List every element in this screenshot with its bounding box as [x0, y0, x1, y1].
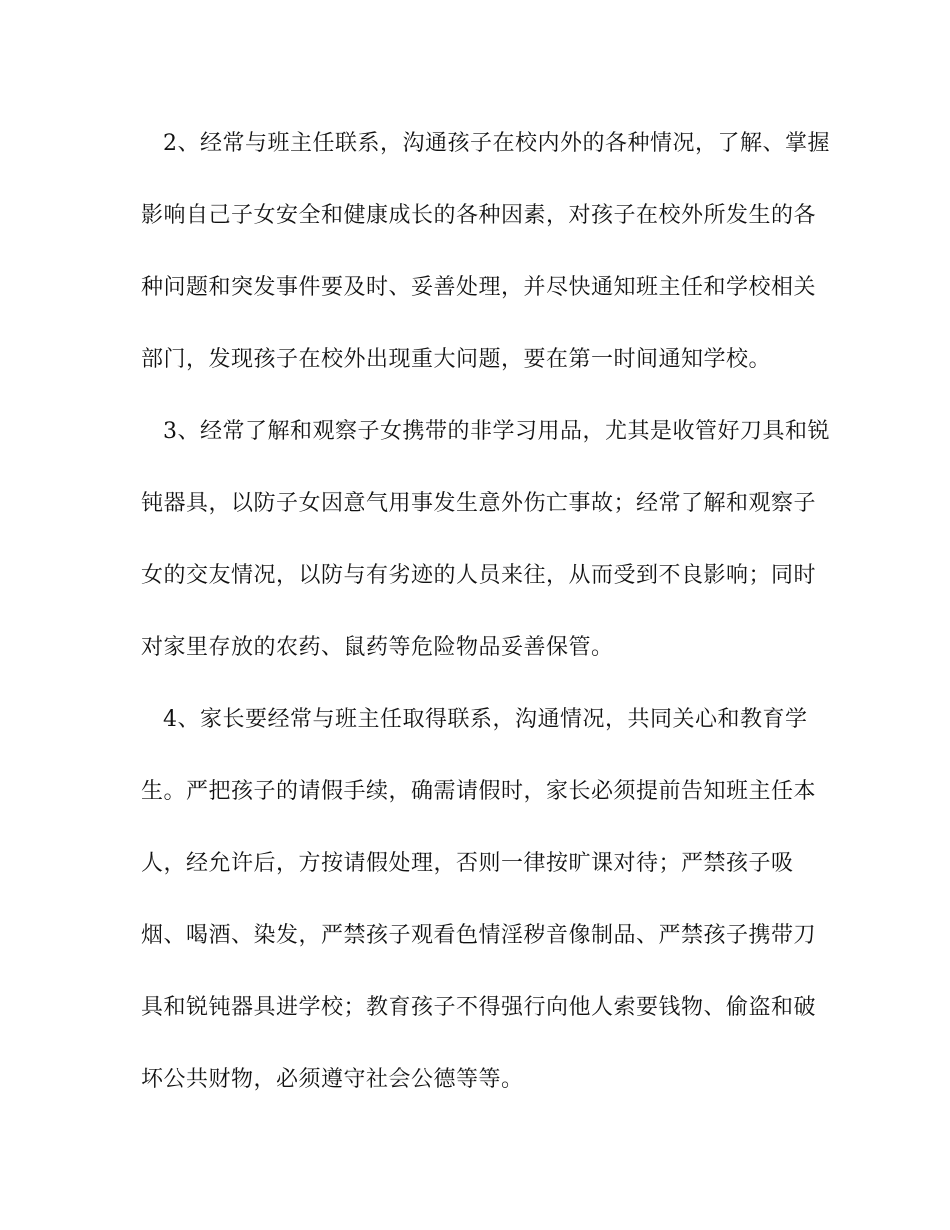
paragraph-2-line-1: 2、经常与班主任联系，沟通孩子在校内外的各种情况，了解、掌握 — [163, 131, 830, 156]
paragraph-3-line-2: 钝器具，以防子女因意气用事发生意外伤亡事故；经常了解和观察子 — [141, 491, 817, 516]
paragraph-2-line-4: 部门，发现孩子在校外出现重大问题，要在第一时间通知学校。 — [141, 347, 772, 372]
paragraph-3-line-4: 对家里存放的农药、鼠药等危险物品妥善保管。 — [141, 635, 614, 660]
paragraph-4-line-6: 坏公共财物，必须遵守社会公德等等。 — [141, 1067, 524, 1092]
paragraph-3-line-3: 女的交友情况，以防与有劣迹的人员来往，从而受到不良影响；同时 — [141, 563, 817, 588]
paragraph-4-line-2: 生。严把孩子的请假手续，确需请假时，家长必须提前告知班主任本 — [141, 779, 817, 804]
paragraph-4-line-3: 人，经允许后，方按请假处理，否则一律按旷课对待；严禁孩子吸 — [141, 851, 794, 876]
paragraph-2-line-2: 影响自己子女安全和健康成长的各种因素，对孩子在校外所发生的各 — [141, 203, 817, 228]
paragraph-4-line-5: 具和锐钝器具进学校；教育孩子不得强行向他人索要钱物、偷盗和破 — [141, 995, 817, 1020]
paragraph-4-line-1: 4、家长要经常与班主任取得联系，沟通情况，共同关心和教育学 — [163, 707, 808, 732]
paragraph-2-line-3: 种问题和突发事件要及时、妥善处理，并尽快通知班主任和学校相关 — [141, 275, 817, 300]
paragraph-4-line-4: 烟、喝酒、染发，严禁孩子观看色情淫秽音像制品、严禁孩子携带刀 — [141, 923, 817, 948]
paragraph-3-line-1: 3、经常了解和观察子女携带的非学习用品，尤其是收管好刀具和锐 — [163, 419, 830, 444]
